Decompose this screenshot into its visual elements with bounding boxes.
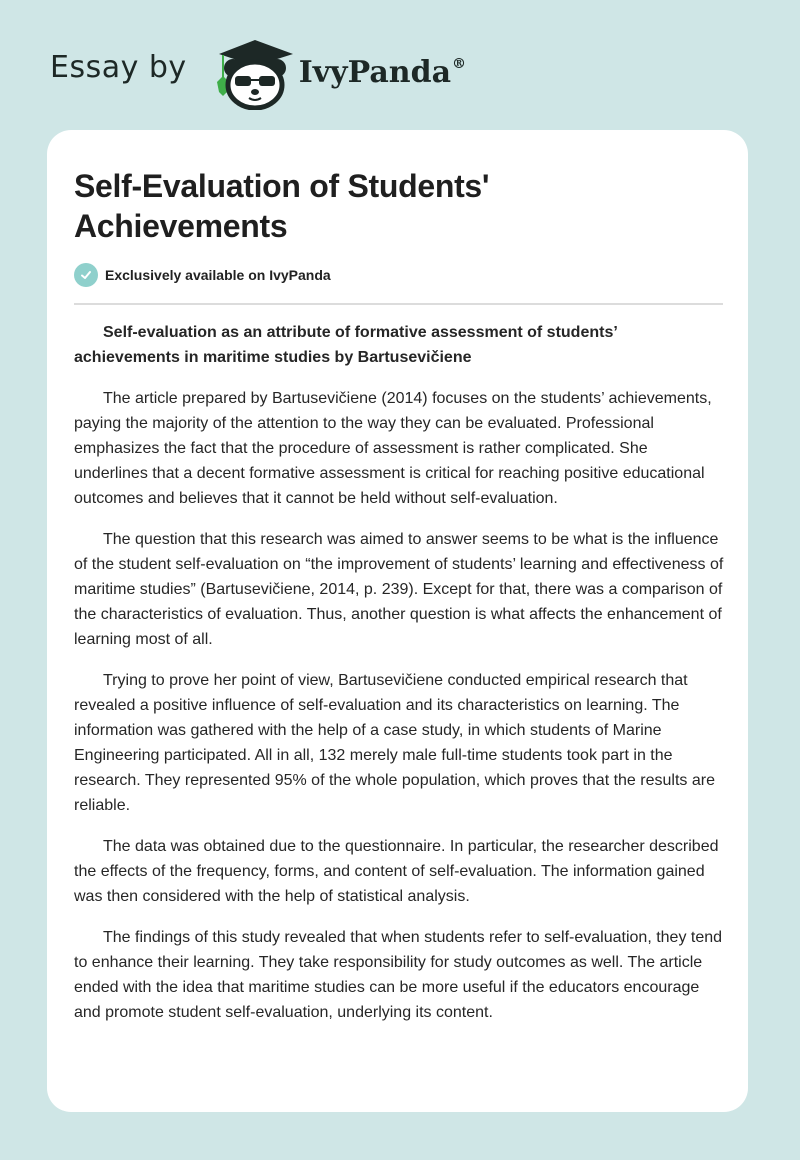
paragraph: Trying to prove her point of view, Bartusevičiene conducted empirical research that revealed a positive influence of self-evaluation and its characteristics on learning. The information was gathered with the help of a case study, in which students of Marine Engineering participated. All in all, 132 merely male full-time students took part in the research. They represented 95% of the whole population, which proves that the results are reliable. (74, 672, 715, 814)
check-circle-icon (74, 263, 98, 287)
exclusive-badge (74, 263, 331, 287)
panda-graduation-cap-icon[interactable] (205, 30, 295, 110)
brand-name[interactable] (299, 55, 466, 90)
paragraph: The article prepared by Bartusevičiene (2014) focuses on the students’ achievements, paying the majority of the attention to the way they can be evaluated. Professional emphasizes the fact that the procedure of assessment is rather complicated. She underlines that a decent formative assessment is critical for reaching positive educational outcomes and believes that it cannot be held without self-evaluation. (74, 390, 712, 507)
registered-mark: ® (452, 55, 467, 72)
essay-card (47, 130, 748, 1112)
brand-text: IvyPanda (298, 54, 452, 90)
paragraph: The findings of this study revealed that when students refer to self-evaluation, they tend to enhance their learning. They take responsibility for study outcomes as well. The article ended with the idea that maritime studies can be more useful if the educators encourage and promote student self-evaluation, underlying its content. (74, 929, 723, 1021)
section-heading: Self-evaluation as an attribute of formative assessment of students’ achievements in maritime studies by Bartusevičiene (74, 324, 617, 366)
paragraph: The question that this research was aimed to answer seems to be what is the influence of the student self-evaluation on “the improvement of students’ learning and effectiveness of maritime studies” (Bartusevičiene, 2014, p. 239). Except for that, there was a comparison of the characteristics of evaluation. Thus, another question is what affects the enhancement of learning most of all. (74, 531, 724, 648)
essay-body (74, 320, 724, 1041)
site-header (50, 30, 466, 110)
paragraph: The data was obtained due to the questionnaire. In particular, the researcher described the effects of the frequency, forms, and content of self-evaluation. The information gained was then considered with the help of statistical analysis. (74, 838, 719, 905)
page-title: Self-Evaluation of Students' Achievements (74, 168, 490, 244)
essay-by-label: Essay by (50, 49, 187, 85)
divider (74, 303, 723, 305)
exclusive-text: Exclusively available on IvyPanda (105, 267, 331, 283)
